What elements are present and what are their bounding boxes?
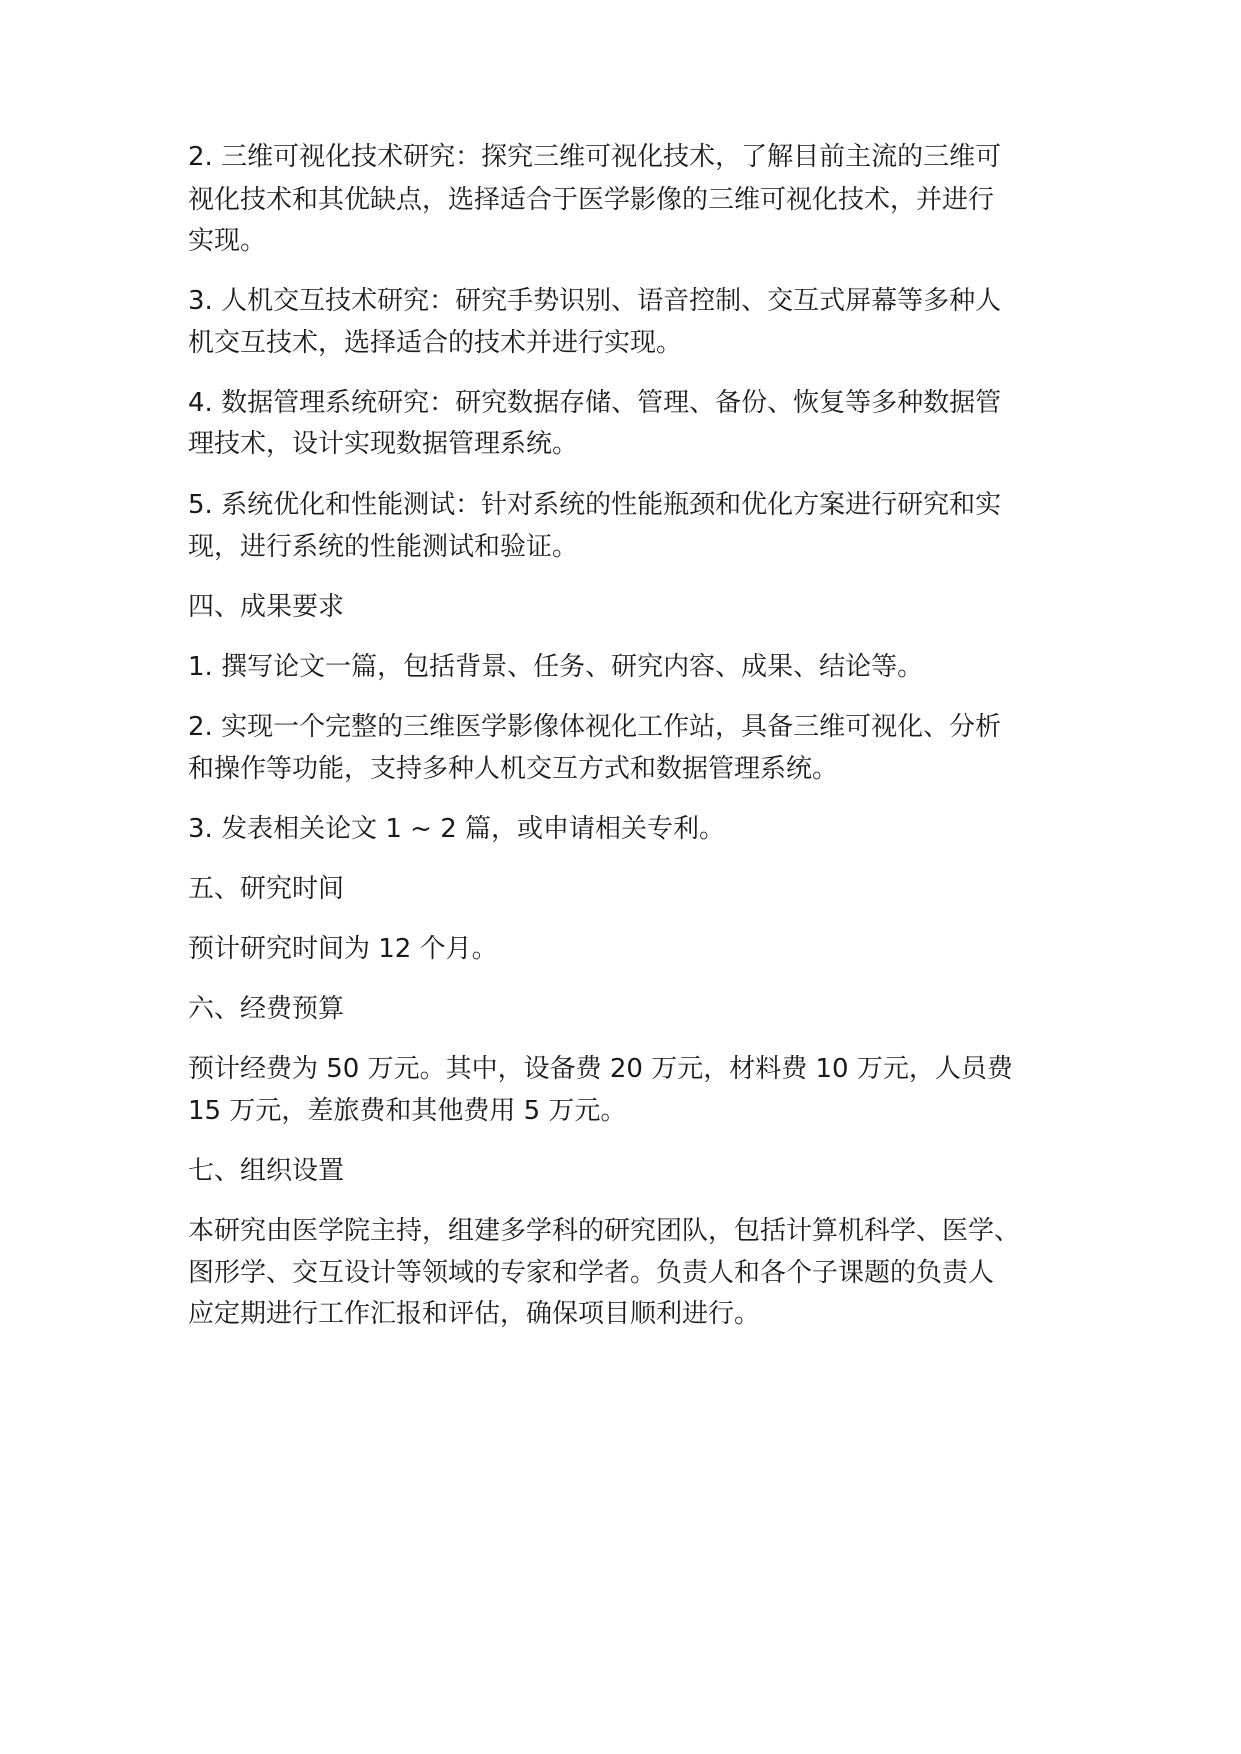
paragraph-line: 预计经费为 50 万元。其中，设备费 20 万元，材料费 10 万元，人员费 bbox=[188, 1054, 1013, 1084]
paragraph-line: 2. 三维可视化技术研究：探究三维可视化技术，了解目前主流的三维可 bbox=[188, 142, 1002, 172]
section-heading: 四、成果要求 bbox=[188, 592, 345, 622]
paragraph-line: 图形学、交互设计等领域的专家和学者。负责人和各个子课题的负责人 bbox=[188, 1258, 995, 1288]
section-heading: 七、组织设置 bbox=[188, 1156, 345, 1186]
paragraph-line: 视化技术和其优缺点，选择适合于医学影像的三维可视化技术，并进行 bbox=[188, 185, 995, 215]
paragraph-line: 本研究由医学院主持，组建多学科的研究团队，包括计算机科学、医学、 bbox=[188, 1216, 1021, 1246]
section-heading: 五、研究时间 bbox=[188, 874, 345, 904]
paragraph-line: 4. 数据管理系统研究：研究数据存储、管理、备份、恢复等多种数据管 bbox=[188, 388, 1002, 418]
paragraph-line: 机交互技术，选择适合的技术并进行实现。 bbox=[188, 328, 683, 358]
paragraph-line: 应定期进行工作汇报和评估，确保项目顺利进行。 bbox=[188, 1299, 761, 1329]
paragraph-line: 现，进行系统的性能测试和验证。 bbox=[188, 532, 579, 562]
paragraph-line: 2. 实现一个完整的三维医学影像体视化工作站，具备三维可视化、分析 bbox=[188, 712, 1002, 742]
paragraph-line: 预计研究时间为 12 个月。 bbox=[188, 934, 498, 964]
paragraph-line: 理技术，设计实现数据管理系统。 bbox=[188, 429, 579, 459]
paragraph-line: 3. 发表相关论文 1 ~ 2 篇，或申请相关专利。 bbox=[188, 814, 725, 844]
paragraph-line: 和操作等功能，支持多种人机交互方式和数据管理系统。 bbox=[188, 754, 839, 784]
paragraph-line: 1. 撰写论文一篇，包括背景、任务、研究内容、成果、结论等。 bbox=[188, 652, 924, 682]
section-heading: 六、经费预算 bbox=[188, 994, 345, 1024]
paragraph-line: 3. 人机交互技术研究：研究手势识别、语音控制、交互式屏幕等多种人 bbox=[188, 286, 1002, 316]
paragraph-line: 15 万元，差旅费和其他费用 5 万元。 bbox=[188, 1096, 627, 1126]
paragraph-line: 实现。 bbox=[188, 226, 267, 256]
paragraph-line: 5. 系统优化和性能测试：针对系统的性能瓶颈和优化方案进行研究和实 bbox=[188, 490, 1002, 520]
